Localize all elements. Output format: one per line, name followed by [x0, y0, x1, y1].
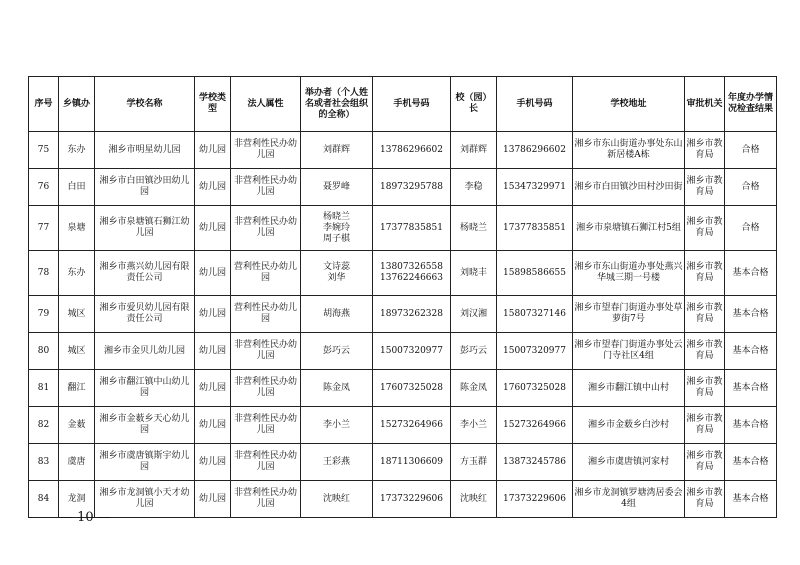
organizer-phone: 13762246663: [380, 273, 443, 283]
result-cell: 合格: [725, 132, 777, 169]
table-row: [29, 370, 777, 407]
organizer-cell: [301, 169, 373, 206]
organizer-phone: 17607325028: [380, 382, 443, 393]
legal-attribute-cell: 非营利性民办幼儿园: [231, 407, 301, 444]
organizer-phone: 15007320977: [380, 345, 443, 356]
organizer-phone-cell: [373, 132, 451, 169]
table-row: [29, 206, 777, 251]
school-type-cell: 幼儿园: [195, 132, 231, 169]
organizer-name: 周子棋: [322, 233, 350, 244]
legal-attribute-cell: 非营利性民办幼儿园: [231, 206, 301, 251]
result-cell: 合格: [725, 206, 777, 251]
principal-phone-cell: 15273264966: [497, 407, 573, 444]
page-number: — 10 —: [60, 510, 111, 525]
address-cell: 湘乡市龙洞镇罗塘湾居委会4组: [573, 481, 685, 518]
principal-phone-cell: 13873245786: [497, 444, 573, 481]
school-name-cell: 湘乡市虞唐镇斯宇幼儿园: [95, 444, 195, 481]
address-cell: 湘乡市泉塘镇石狮江村5组: [573, 206, 685, 251]
header-row: [29, 77, 777, 132]
approver-cell: 湘乡市教育局: [685, 251, 725, 296]
result-cell: 合格: [725, 169, 777, 206]
organizer-phone: 17373229606: [380, 493, 443, 504]
organizer-name: 彭巧云: [322, 345, 350, 356]
approver-cell: 湘乡市教育局: [685, 296, 725, 333]
principal-cell: 陈金凤: [451, 370, 497, 407]
legal-attribute-cell: 非营利性民办幼儿园: [231, 333, 301, 370]
table-row: [29, 481, 777, 518]
organizer-name: 刘群辉: [322, 144, 350, 155]
principal-phone-cell: 15807327146: [497, 296, 573, 333]
school-name-cell: 湘乡市燕兴幼儿园有限责任公司: [95, 251, 195, 296]
school-name-cell: 湘乡市翻江镇中山幼儿园: [95, 370, 195, 407]
result-cell: 基本合格: [725, 444, 777, 481]
result-cell: 基本合格: [725, 407, 777, 444]
school-name-cell: 湘乡市明星幼儿园: [95, 132, 195, 169]
approver-cell: 湘乡市教育局: [685, 370, 725, 407]
organizer-cell: [301, 407, 373, 444]
town-cell: 泉塘: [59, 206, 95, 251]
approver-cell: 湘乡市教育局: [685, 169, 725, 206]
row-number: 80: [29, 333, 59, 370]
legal-attribute-cell: 非营利性民办幼儿园: [231, 370, 301, 407]
organizer-cell: [301, 296, 373, 333]
principal-phone-cell: 17373229606: [497, 481, 573, 518]
organizer-phone-cell: [373, 481, 451, 518]
address-cell: 湘乡市虞唐镇河家村: [573, 444, 685, 481]
organizer-name: 王彩燕: [322, 456, 350, 467]
organizer-phone-cell: [373, 296, 451, 333]
approver-cell: 湘乡市教育局: [685, 407, 725, 444]
organizer-phone-cell: [373, 251, 451, 296]
organizer-cell: [301, 333, 373, 370]
organizer-name: 刘华: [327, 273, 346, 283]
organizer-name: 陈金凤: [322, 382, 350, 393]
result-cell: 基本合格: [725, 333, 777, 370]
organizer-cell: [301, 481, 373, 518]
town-cell: 东办: [59, 251, 95, 296]
row-number: 78: [29, 251, 59, 296]
school-type-cell: 幼儿园: [195, 206, 231, 251]
header-cell: 审批机关: [685, 77, 725, 132]
header-cell: 举办者（个人姓名或者社会组织的全称）: [301, 77, 373, 132]
result-cell: 基本合格: [725, 296, 777, 333]
header-cell: 乡镇办: [59, 77, 95, 132]
school-type-cell: 幼儿园: [195, 333, 231, 370]
organizer-phone: 13786296602: [380, 144, 443, 155]
school-type-cell: 幼儿园: [195, 370, 231, 407]
address-cell: 湘乡市白田镇沙田村沙田街: [573, 169, 685, 206]
organizer-phone: 18973295788: [380, 181, 443, 192]
principal-phone-cell: 17607325028: [497, 370, 573, 407]
town-cell: 虞唐: [59, 444, 95, 481]
row-number: 84: [29, 481, 59, 518]
organizer-phone-cell: [373, 370, 451, 407]
school-name-cell: 湘乡市泉塘镇石狮江幼儿园: [95, 206, 195, 251]
school-type-cell: 幼儿园: [195, 444, 231, 481]
organizer-phone: 13807326558: [380, 262, 443, 272]
table-row: [29, 296, 777, 333]
row-number: 75: [29, 132, 59, 169]
address-cell: 湘乡市东山街道办事处东山新居楼A栋: [573, 132, 685, 169]
address-cell: 湘乡市金薮乡白沙村: [573, 407, 685, 444]
principal-cell: 杨晓兰: [451, 206, 497, 251]
principal-cell: 刘群辉: [451, 132, 497, 169]
legal-attribute-cell: 营利性民办幼儿园: [231, 251, 301, 296]
organizer-phone-cell: [373, 333, 451, 370]
address-cell: 湘乡市翻江镇中山村: [573, 370, 685, 407]
organizer-cell: [301, 206, 373, 251]
town-cell: 白田: [59, 169, 95, 206]
school-type-cell: 幼儿园: [195, 251, 231, 296]
legal-attribute-cell: 非营利性民办幼儿园: [231, 169, 301, 206]
approver-cell: 湘乡市教育局: [685, 481, 725, 518]
principal-cell: 刘晓丰: [451, 251, 497, 296]
address-cell: 湘乡市望春门街道办事处草萝街7号: [573, 296, 685, 333]
header-cell: 手机号码: [373, 77, 451, 132]
header-cell: 校（园）长: [451, 77, 497, 132]
table-row: [29, 132, 777, 169]
school-type-cell: 幼儿园: [195, 481, 231, 518]
principal-cell: 刘汉湘: [451, 296, 497, 333]
school-roster-table: [28, 76, 777, 518]
organizer-phone-cell: [373, 407, 451, 444]
organizer-cell: [301, 370, 373, 407]
legal-attribute-cell: 非营利性民办幼儿园: [231, 444, 301, 481]
header-cell: 序号: [29, 77, 59, 132]
row-number: 77: [29, 206, 59, 251]
principal-cell: 方玉群: [451, 444, 497, 481]
principal-phone-cell: 15007320977: [497, 333, 573, 370]
town-cell: 城区: [59, 296, 95, 333]
town-cell: 东办: [59, 132, 95, 169]
organizer-phone: 18711306609: [380, 456, 443, 467]
approver-cell: 湘乡市教育局: [685, 132, 725, 169]
legal-attribute-cell: 营利性民办幼儿园: [231, 296, 301, 333]
table-row: [29, 407, 777, 444]
header-cell: 学校类型: [195, 77, 231, 132]
principal-phone-cell: 17377835851: [497, 206, 573, 251]
school-name-cell: 湘乡市金薮乡天心幼儿园: [95, 407, 195, 444]
header-cell: 学校名称: [95, 77, 195, 132]
approver-cell: 湘乡市教育局: [685, 333, 725, 370]
organizer-phone-cell: [373, 444, 451, 481]
school-type-cell: 幼儿园: [195, 169, 231, 206]
organizer-phone: 15273264966: [380, 419, 443, 430]
principal-phone-cell: 13786296602: [497, 132, 573, 169]
principal-cell: 李小兰: [451, 407, 497, 444]
principal-phone-cell: 15898586655: [497, 251, 573, 296]
row-number: 83: [29, 444, 59, 481]
organizer-phone: 17377835851: [380, 222, 443, 233]
address-cell: 湘乡市东山街道办事处燕兴华城三期一号楼: [573, 251, 685, 296]
header-cell: 学校地址: [573, 77, 685, 132]
school-name-cell: 湘乡市爱贝幼儿园有限责任公司: [95, 296, 195, 333]
school-name-cell: 湘乡市白田镇沙田幼儿园: [95, 169, 195, 206]
town-cell: 城区: [59, 333, 95, 370]
row-number: 76: [29, 169, 59, 206]
row-number: 81: [29, 370, 59, 407]
row-number: 79: [29, 296, 59, 333]
result-cell: 基本合格: [725, 370, 777, 407]
row-number: 82: [29, 407, 59, 444]
town-cell: 龙洞: [59, 481, 95, 518]
table-row: [29, 251, 777, 296]
organizer-cell: [301, 251, 373, 296]
organizer-phone: 18973262328: [380, 308, 443, 319]
organizer-phone-cell: [373, 169, 451, 206]
legal-attribute-cell: 非营利性民办幼儿园: [231, 481, 301, 518]
table-row: [29, 333, 777, 370]
school-type-cell: 幼儿园: [195, 296, 231, 333]
organizer-cell: [301, 444, 373, 481]
organizer-name: 沈映红: [322, 493, 350, 504]
address-cell: 湘乡市望春门街道办事处云门寺社区4组: [573, 333, 685, 370]
header-cell: 年度办学情况检查结果: [725, 77, 777, 132]
organizer-name: 李婉玲: [322, 222, 350, 233]
school-type-cell: 幼儿园: [195, 407, 231, 444]
result-cell: 基本合格: [725, 481, 777, 518]
approver-cell: 湘乡市教育局: [685, 444, 725, 481]
principal-cell: 彭巧云: [451, 333, 497, 370]
organizer-name: 聂罗峰: [322, 181, 350, 192]
organizer-name: 李小兰: [322, 419, 350, 430]
town-cell: 翻江: [59, 370, 95, 407]
organizer-name: 文诗蕊: [322, 262, 350, 272]
principal-cell: 沈映红: [451, 481, 497, 518]
organizer-phone-cell: [373, 206, 451, 251]
header-cell: 法人属性: [231, 77, 301, 132]
result-cell: 基本合格: [725, 251, 777, 296]
legal-attribute-cell: 非营利性民办幼儿园: [231, 132, 301, 169]
principal-cell: 李稳: [451, 169, 497, 206]
organizer-cell: [301, 132, 373, 169]
principal-phone-cell: 15347329971: [497, 169, 573, 206]
school-name-cell: 湘乡市金贝儿幼儿园: [95, 333, 195, 370]
header-cell: 手机号码: [497, 77, 573, 132]
organizer-name: 胡海燕: [322, 308, 350, 319]
town-cell: 金薮: [59, 407, 95, 444]
school-name-cell: 湘乡市龙洞镇小天才幼儿园: [95, 481, 195, 518]
approver-cell: 湘乡市教育局: [685, 206, 725, 251]
table-row: [29, 444, 777, 481]
organizer-name: 杨晓兰: [322, 211, 350, 222]
table-row: [29, 169, 777, 206]
